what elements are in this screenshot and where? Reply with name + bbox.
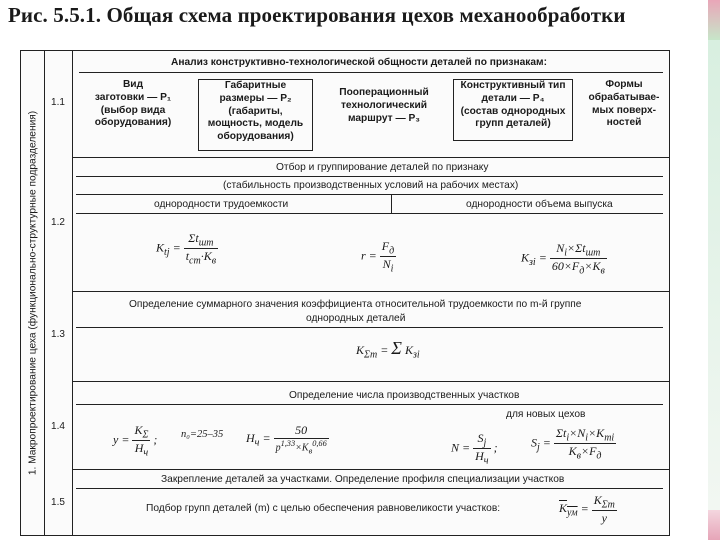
decor-stripe-middle: [708, 40, 720, 510]
formula-n-new: N = $\frac{S_j}{H_ч}$ ;: [451, 431, 498, 467]
formula-y: y = $\frac{K_\Sigma}{H_ч}$ ;: [113, 423, 158, 459]
step4-line: [76, 404, 663, 405]
stage-number: 1.1: [51, 97, 65, 108]
section-divider: [72, 381, 669, 382]
step5-line1: Закрепление деталей за участками. Определение профиля специализации участков: [161, 474, 565, 485]
step4-header: Определение числа производственных участков: [289, 390, 520, 401]
stage-number-column: [44, 51, 73, 535]
feature-box-design-type: Конструктивный тип детали — P₄ (состав однородных групп деталей): [453, 79, 573, 141]
grouping-line: [76, 194, 663, 195]
step5-line2: Подбор групп деталей (m) с целью обеспечения равновеликости участков:: [146, 503, 501, 514]
scheme-frame: [20, 50, 670, 536]
side-label: 1. Макропроектирование цеха (функционально-структурные подразделения): [27, 110, 38, 476]
stage-number: 1.4: [51, 421, 65, 432]
formula-r: r = $\frac{F_д}{N_i}$: [361, 239, 395, 275]
feature-box-route: Пооперационный технологический маршрут — P₃: [339, 87, 429, 124]
grouping-line2: (стабильность производственных условий на рабочих местах): [223, 180, 519, 191]
section-divider: [72, 291, 669, 292]
decor-stripe-top: [708, 0, 720, 40]
figure-title: Рис. 5.5.1. Общая схема проектирования цехов механообработки: [8, 3, 626, 27]
feature-box-surfaces: Формы обрабатывае- мых поверх- ностей: [588, 79, 660, 129]
formula-s: $S_j$ = $\frac{\Sigma t_i\times N_i\times K_{mi}}{K_в\times F_д}$: [531, 426, 615, 462]
section-divider: [72, 469, 669, 470]
step4-new-shops: для новых цехов: [506, 409, 586, 420]
grouping-line: [76, 213, 663, 214]
analysis-header: Анализ конструктивно-технологической общности деталей по признакам:: [171, 57, 547, 68]
formula-n0-range: n₀=25–35: [181, 429, 224, 440]
stage-number: 1.2: [51, 217, 65, 228]
grouping-line1: Отбор и группирование деталей по признаку: [276, 162, 489, 173]
grouping-left: однородности трудоемкости: [154, 199, 289, 210]
feature-box-blank-type: Вид заготовки — P₁ (выбор вида оборудования): [94, 79, 172, 129]
formula-hu: $H_ч$ = $\frac{50}{p^{1,33}\times K_в^{0,66}}$: [246, 423, 327, 456]
section-divider: [72, 157, 669, 158]
formula-k-sum: $K_{\Sigma m} = \Sigma$ $K_{зi}$: [356, 338, 420, 361]
stage-number: 1.3: [51, 329, 65, 340]
analysis-header-line: [79, 72, 663, 73]
grouping-split-line: [391, 194, 392, 214]
grouping-right: однородности объема выпуска: [466, 199, 613, 210]
step3-line2: однородных деталей: [306, 313, 406, 324]
side-column: [21, 51, 45, 535]
formula-k-um: $K_{ум}$ = $\frac{K_{\Sigma m}}{y}$: [559, 493, 615, 526]
step3-line: [76, 327, 663, 328]
grouping-line: [76, 176, 663, 177]
stage-number: 1.5: [51, 497, 65, 508]
formula-k-zi: $K_{зi}$ = $\frac{N_i\times\Sigma t_{шт}}{60\times F_д\times K_в}$: [521, 241, 605, 277]
feature-box-dimensions: Габаритные размеры — P₂ (габариты, мощность, модель оборудования): [198, 79, 313, 151]
step3-line1: Определение суммарного значения коэффициента относительной трудоемкости по m-й группе: [129, 299, 582, 310]
step5-line: [76, 488, 663, 489]
decor-stripe-bottom: [708, 510, 720, 540]
formula-k-tj: $K_{tj}$ = $\frac{\Sigma t_{шт}}{t_{ст}\cdot K_в}$: [156, 231, 217, 267]
